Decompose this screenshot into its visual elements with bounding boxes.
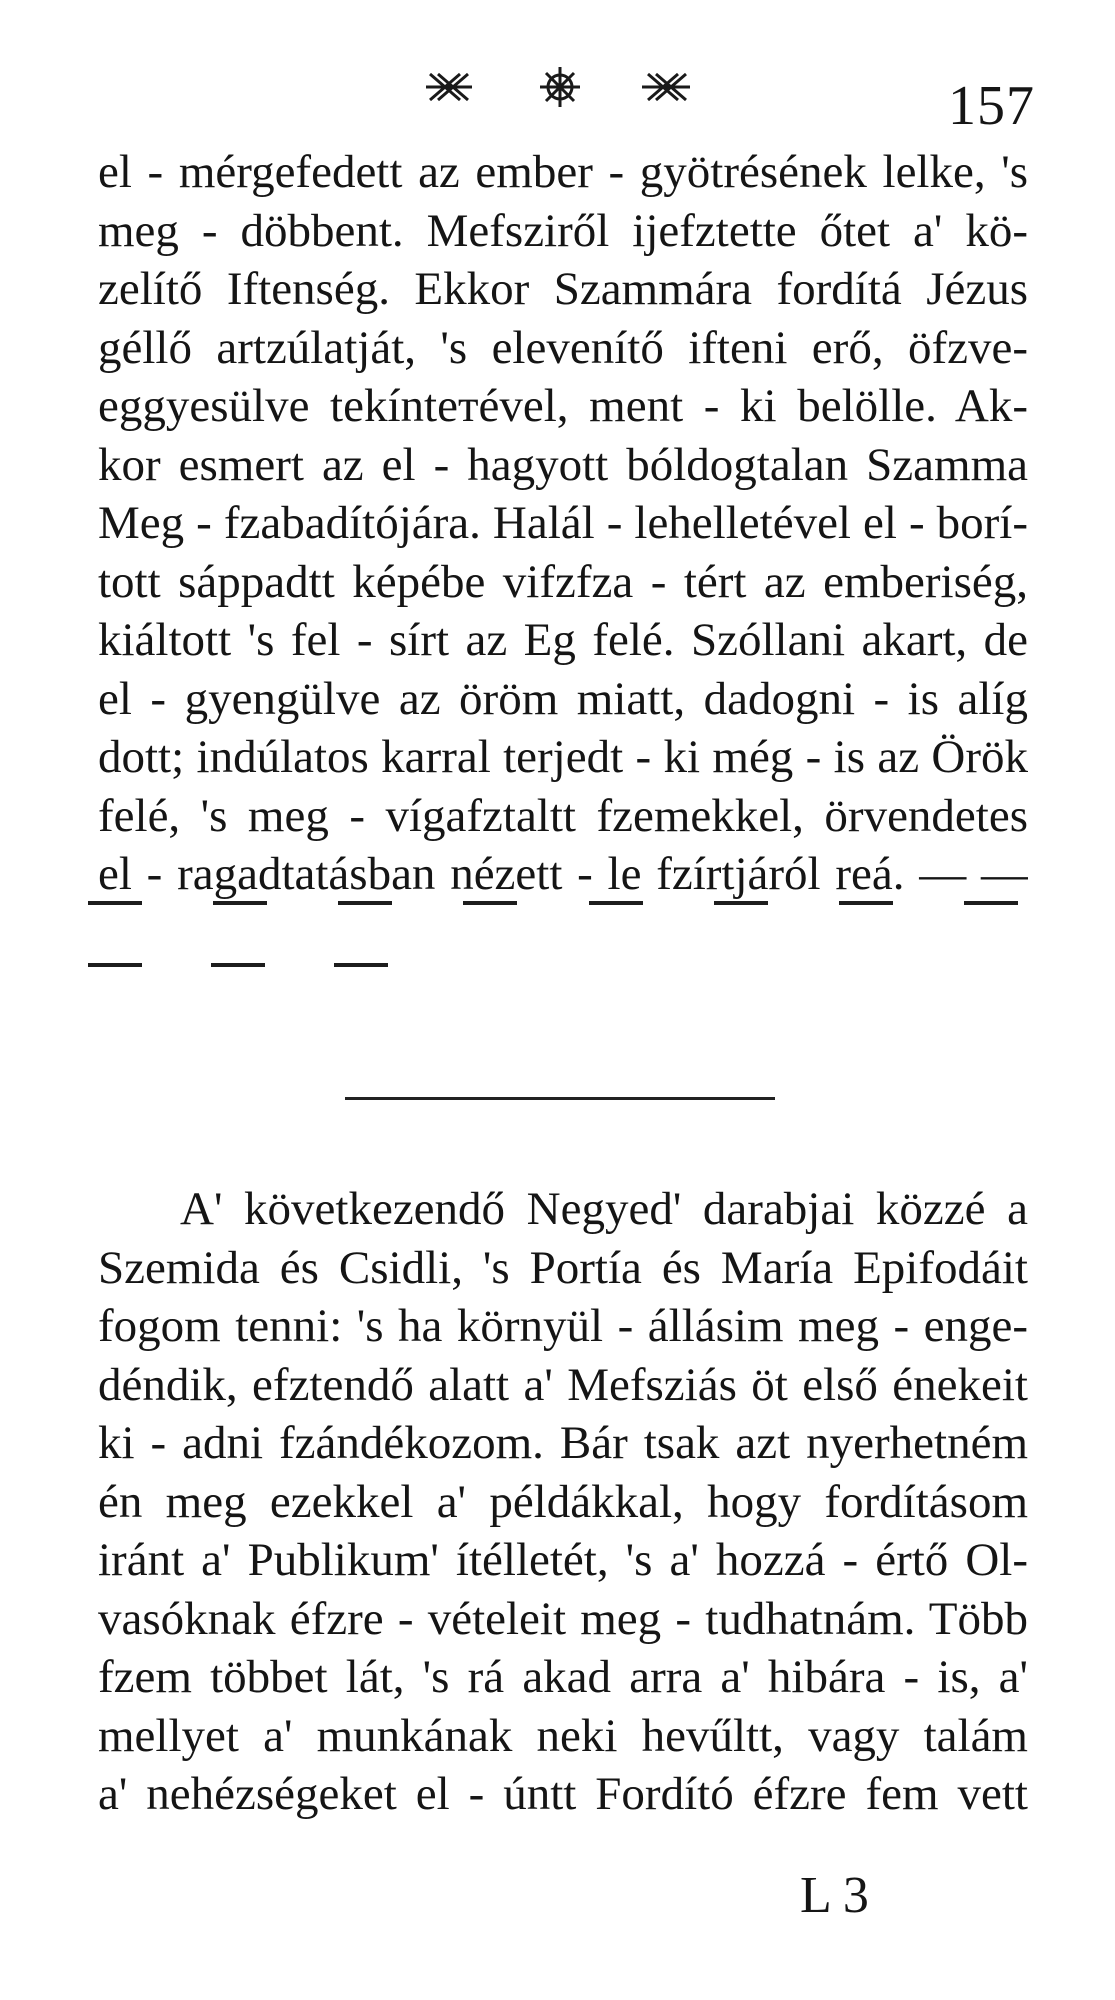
dash: [211, 963, 265, 967]
text-line: én meg ezekkel a' példákkal, hogy fordításom: [98, 1475, 1028, 1528]
text-line: vasóknak éfzre - vételeit meg - tudhatnám. Több: [98, 1592, 1028, 1645]
page-number: 157: [948, 75, 1035, 137]
text-line: Meg - fzabadítójára. Halál - lehelletével el - borí-: [98, 497, 1028, 549]
dash: [334, 963, 388, 967]
bottom-paragraph: [98, 1180, 1028, 1824]
dash: [589, 901, 643, 905]
top-paragraph: [98, 143, 1028, 904]
text-line: fogom tenni: 's ha környül - állásim meg - enge-: [98, 1300, 1028, 1352]
text-line: meg - döbbent. Mefsziről ijefztette őtet a' kö-: [98, 204, 1028, 257]
dash: [338, 901, 392, 905]
text-line: el - mérgefedett az ember - gyötrésének lelke, 's: [98, 146, 1028, 198]
text-line: mellyet a' munkának neki hevűltt, vagy talám: [98, 1709, 1028, 1762]
dash: [839, 901, 893, 905]
dash: [463, 901, 517, 905]
text-line: Szemida és Csidli, 's Portía és María Epifodáit: [98, 1241, 1028, 1294]
text-line: A' következendő Negyed' darabjai közzé a: [180, 1183, 1028, 1235]
text-line: felé, 's meg - vígafztaltt fzemekkel, örvendetes: [98, 789, 1028, 842]
text-line: eggyesülve tekínteтével, ment - ki belölle. Ak-: [98, 380, 1028, 432]
text-line: dott; indúlatos karral terjedt - ki még - is az Örök: [98, 731, 1028, 783]
text-line: zelítő Iftenség. Ekkor Szammára fordítá Jézus: [98, 263, 1028, 315]
text-line: kor esmert az el - hagyott bóldogtalan Szamma: [98, 438, 1028, 491]
text-line: kiáltott 's fel - sírt az Eg felé. Szóllani akart, de: [98, 614, 1028, 666]
signature-mark: L 3: [800, 1867, 869, 1924]
decorative-ornament-icon: [420, 62, 700, 112]
dash-row: [88, 955, 388, 975]
text-line: el - gyengülve az öröm miatt, dadogni - is alíg: [98, 672, 1028, 725]
text-line: a' nehézségeket el - úntt Fordító éfzre fem vett: [98, 1768, 1028, 1820]
text-line: tott sáppadtt képébe vifzfza - tért az emberiség,: [98, 555, 1028, 608]
text-line: iránt a' Publikum' ítélletét, 's a' hozzá - értő Ol-: [98, 1534, 1028, 1586]
section-divider: [345, 1097, 775, 1100]
dash: [714, 901, 768, 905]
dash: [213, 901, 267, 905]
dash: [964, 901, 1018, 905]
dash: [88, 963, 142, 967]
dash-row: [88, 893, 1018, 913]
text-line: déndik, efztendő alatt a' Mefsziás öt első énekeit: [98, 1358, 1028, 1411]
text-line: el - ragadtatásban nézett - le fzírtjáról reá. — —: [98, 848, 1028, 900]
text-line: géllő artzúlatját, 's elevenítő ifteni erő, öfzve-: [98, 321, 1028, 374]
text-line: ki - adni fzándékozom. Bár tsak azt nyerhetném: [98, 1417, 1028, 1469]
dash: [88, 901, 142, 905]
text-line: fzem többet lát, 's rá akad arra a' hibára - is, a': [98, 1651, 1028, 1703]
